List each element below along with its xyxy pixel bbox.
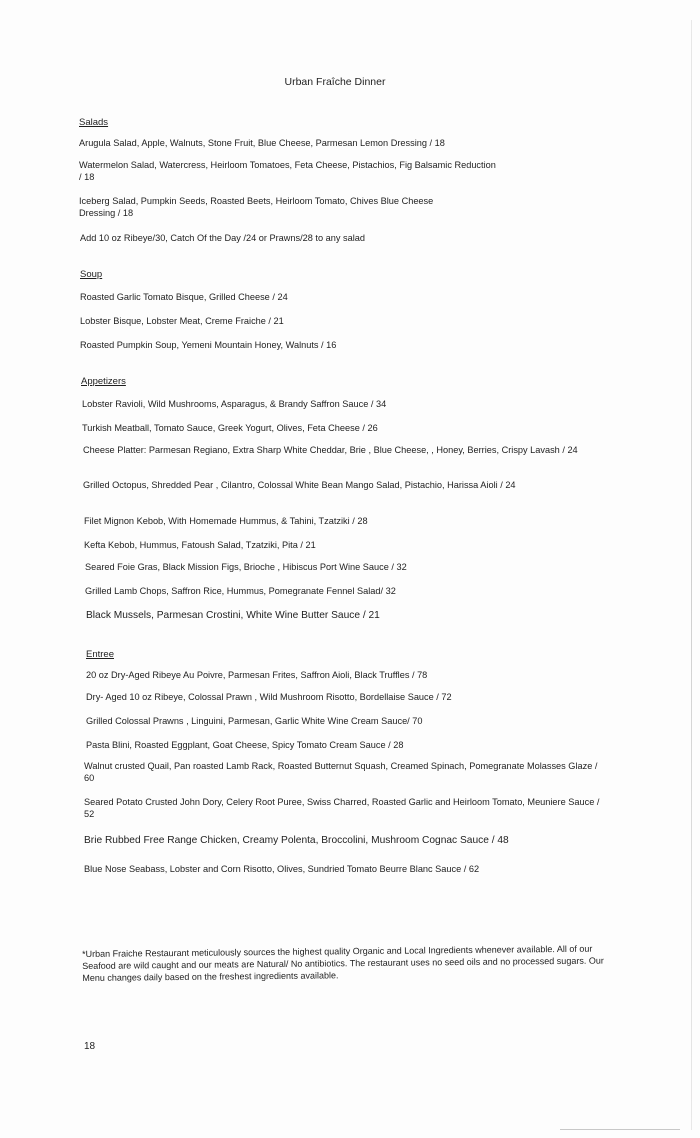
appetizer-item: Turkish Meatball, Tomato Sauce, Greek Yogurt, Olives, Feta Cheese / 26 bbox=[82, 423, 378, 433]
appetizer-item: Cheese Platter: Parmesan Regiano, Extra Sharp White Cheddar, Brie , Blue Cheese, , Honey, Berries, Crispy Lavash / 24 bbox=[83, 445, 578, 455]
entree-heading: Entree bbox=[86, 649, 114, 660]
appetizer-item: Filet Mignon Kebob, With Homemade Hummus, & Tahini, Tzatziki / 28 bbox=[84, 516, 368, 526]
entree-item: Brie Rubbed Free Range Chicken, Creamy Polenta, Broccolini, Mushroom Cognac Sauce / 48 bbox=[84, 835, 509, 846]
entree-item: Walnut crusted Quail, Pan roasted Lamb Rack, Roasted Butternut Squash, Creamed Spinach, Pomegranate Molasses Glaze / 60 bbox=[84, 761, 598, 783]
page-edge-right bbox=[691, 20, 692, 1130]
salads-heading: Salads bbox=[79, 117, 109, 128]
soup-item: Lobster Bisque, Lobster Meat, Creme Fraiche / 21 bbox=[80, 316, 284, 326]
page-number: 18 bbox=[84, 1041, 96, 1052]
appetizer-item: Kefta Kebob, Hummus, Fatoush Salad, Tzatziki, Pita / 21 bbox=[84, 540, 316, 550]
salad-item: Watermelon Salad, Watercress, Heirloom Tomatoes, Feta Cheese, Pistachios, Fig Balsamic Reduction / 18 bbox=[79, 160, 496, 182]
sourcing-footnote: *Urban Fraiche Restaurant meticulously sources the highest quality Organic and Local Ingredients whenever available. All of our Seafood are wild caught and our meats are Natural/ No antibiotics. The restaurant uses no seed oils and no processed sugars. Our Menu changes daily based on the freshest ingredients available. bbox=[82, 943, 604, 983]
soup-item: Roasted Pumpkin Soup, Yemeni Mountain Honey, Walnuts / 16 bbox=[80, 340, 337, 350]
entree-item: Grilled Colossal Prawns , Linguini, Parmesan, Garlic White Wine Cream Sauce/ 70 bbox=[86, 716, 423, 726]
entree-item: Seared Potato Crusted John Dory, Celery Root Puree, Swiss Charred, Roasted Garlic and Heirloom Tomato, Meuniere Sauce / 52 bbox=[84, 797, 600, 819]
appetizer-item: Seared Foie Gras, Black Mission Figs, Brioche , Hibiscus Port Wine Sauce / 32 bbox=[85, 562, 407, 572]
salad-item: Arugula Salad, Apple, Walnuts, Stone Fruit, Blue Cheese, Parmesan Lemon Dressing / 18 bbox=[79, 138, 445, 148]
page-edge-bottom bbox=[560, 1129, 680, 1130]
salad-addon-note: Add 10 oz Ribeye/30, Catch Of the Day /24 or Prawns/28 to any salad bbox=[80, 233, 365, 243]
appetizer-item: Grilled Lamb Chops, Saffron Rice, Hummus, Pomegranate Fennel Salad/ 32 bbox=[85, 586, 396, 596]
soup-heading: Soup bbox=[80, 269, 103, 280]
soup-item: Roasted Garlic Tomato Bisque, Grilled Cheese / 24 bbox=[80, 292, 288, 302]
entree-item: Blue Nose Seabass, Lobster and Corn Risotto, Olives, Sundried Tomato Beurre Blanc Sauce / 62 bbox=[84, 864, 480, 874]
appetizer-item: Black Mussels, Parmesan Crostini, White Wine Butter Sauce / 21 bbox=[86, 610, 380, 621]
salad-item: Iceberg Salad, Pumpkin Seeds, Roasted Beets, Heirloom Tomato, Chives Blue Cheese Dressing / 18 bbox=[79, 196, 434, 218]
appetizer-item: Lobster Ravioli, Wild Mushrooms, Asparagus, & Brandy Saffron Sauce / 34 bbox=[82, 399, 387, 409]
appetizer-item: Grilled Octopus, Shredded Pear , Cilantro, Colossal White Bean Mango Salad, Pistachio, Harissa Aioli / 24 bbox=[83, 480, 516, 490]
menu-title: Urban Fraîche Dinner bbox=[284, 76, 386, 88]
entree-item: Pasta Blini, Roasted Eggplant, Goat Cheese, Spicy Tomato Cream Sauce / 28 bbox=[86, 740, 404, 750]
entree-item: Dry- Aged 10 oz Ribeye, Colossal Prawn , Wild Mushroom Risotto, Bordellaise Sauce / 72 bbox=[86, 692, 452, 702]
entree-item: 20 oz Dry-Aged Ribeye Au Poivre, Parmesan Frites, Saffron Aioli, Black Truffles / 78 bbox=[86, 670, 428, 680]
appetizers-heading: Appetizers bbox=[81, 376, 126, 387]
